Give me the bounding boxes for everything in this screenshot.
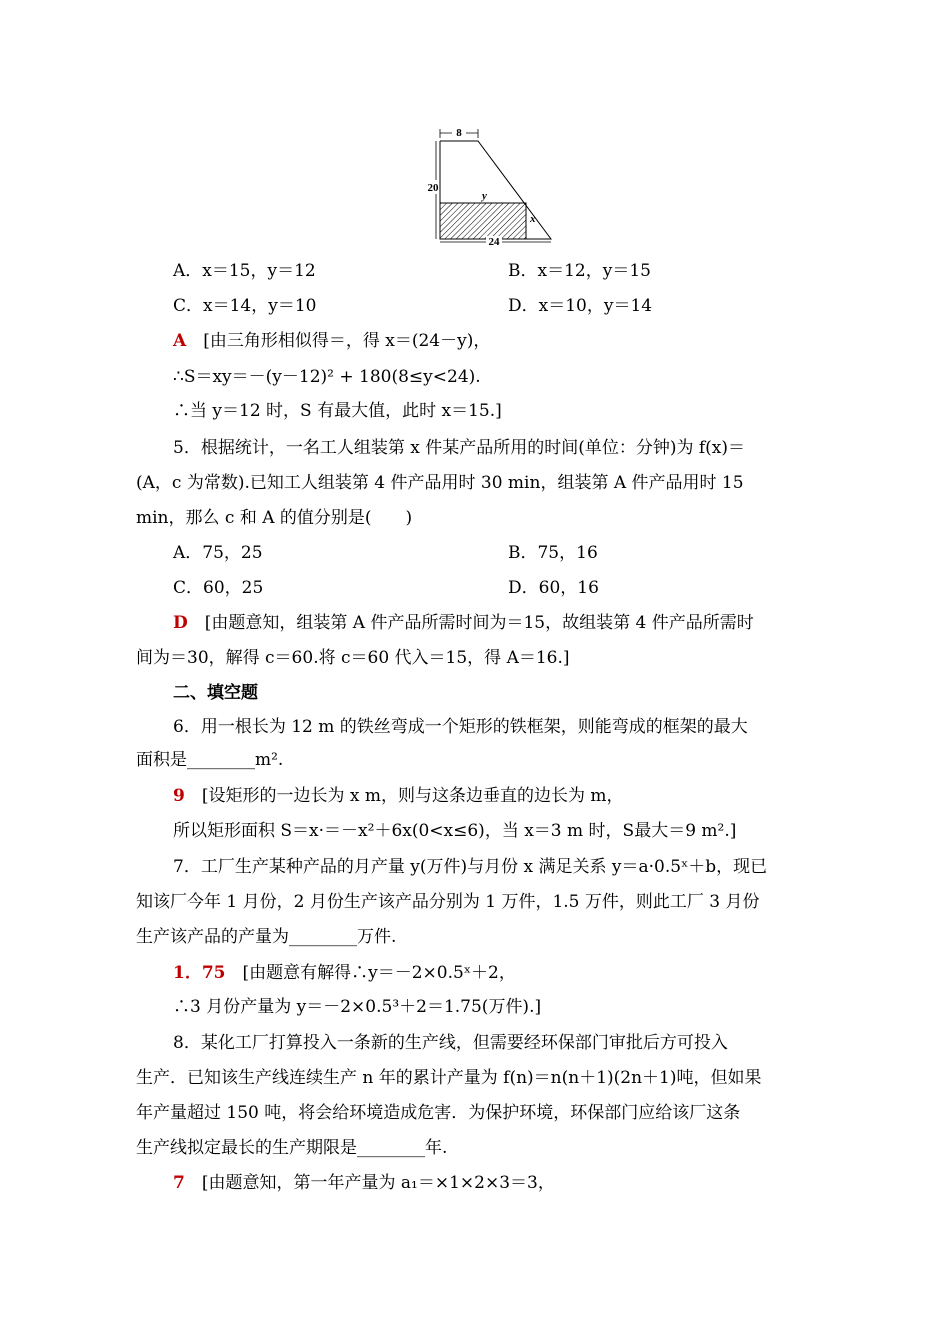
q8-stem-line-2: 生产．已知该生产线连续生产 n 年的累计产量为 f(n)＝n(n＋1)(2n＋1)吨，但如果 bbox=[136, 1068, 762, 1088]
trapezoid-figure bbox=[418, 124, 558, 248]
q8-stem-line-1: 8．某化工厂打算投入一条新的生产线，但需要经环保部门审批后方可投入 bbox=[173, 1033, 728, 1053]
q4-solution-line-1 bbox=[173, 330, 490, 352]
q5-solution-text-1: [由题意知，组装第 A 件产品所需时间为＝15，故组装第 4 件产品所需时 bbox=[204, 613, 754, 633]
q8-stem-line-3: 年产量超过 150 吨，将会给环境造成危害．为保护环境，环保部门应给该厂这条 bbox=[136, 1103, 741, 1123]
q7-solution-line-1 bbox=[173, 962, 516, 984]
figure-bottom-width: 24 bbox=[488, 236, 500, 248]
q8-solution-line-1 bbox=[173, 1172, 555, 1194]
q5-stem-line-3: min，那么 c 和 A 的值分别是( ) bbox=[136, 508, 413, 528]
q7-solution-line-2: ∴3 月份产量为 y＝－2×0.5³＋2＝1.75(万件).] bbox=[173, 997, 542, 1017]
figure-label-x: x bbox=[530, 213, 536, 225]
q5-stem-line-1: 5．根据统计，一名工人组装第 x 件某产品所用的时间(单位：分钟)为 f(x)＝ bbox=[173, 438, 746, 458]
section-heading-fill-in: 二、填空题 bbox=[173, 683, 258, 703]
q7-stem-line-3: 生产该产品的产量为________万件. bbox=[136, 927, 397, 947]
q7-solution-text-1: [由题意有解得∴y＝－2×0.5ˣ＋2， bbox=[242, 963, 516, 983]
q8-stem-line-4: 生产线拟定最长的生产期限是________年. bbox=[136, 1138, 448, 1158]
q7-stem-line-2: 知该厂今年 1 月份，2 月份生产该产品分别为 1 万件，1.5 万件，则此工厂 3 月份 bbox=[136, 892, 760, 912]
shaded-rectangle bbox=[440, 203, 526, 239]
q5-solution-line-1 bbox=[173, 612, 754, 634]
q5-option-c: C．60，25 bbox=[173, 578, 264, 598]
q7-answer: 1．75 bbox=[173, 963, 226, 983]
q5-option-a: A．75，25 bbox=[173, 543, 263, 563]
q6-stem-line-2: 面积是________m². bbox=[136, 750, 284, 770]
q5-option-d: D．60，16 bbox=[508, 578, 599, 598]
q4-solution-text-1: [由三角形相似得＝，得 x＝(24－y)， bbox=[203, 331, 491, 351]
figure-top-width: 8 bbox=[456, 127, 462, 139]
q6-solution-line-1 bbox=[173, 785, 624, 807]
q8-answer: 7 bbox=[173, 1173, 185, 1193]
q4-option-c: C．x＝14，y＝10 bbox=[173, 296, 317, 316]
q4-solution-line-2: ∴S＝xy＝－(y－12)² + 180(8≤y<24). bbox=[173, 367, 481, 387]
q6-stem-line-1: 6．用一根长为 12 m 的铁丝弯成一个矩形的铁框架，则能弯成的框架的最大 bbox=[173, 717, 748, 737]
q5-answer: D bbox=[173, 613, 188, 633]
q4-option-b: B．x＝12，y＝15 bbox=[508, 261, 651, 281]
figure-label-y: y bbox=[482, 190, 487, 202]
figure-height: 20 bbox=[427, 182, 439, 194]
q4-solution-line-3: ∴当 y＝12 时，S 有最大值，此时 x＝15.] bbox=[173, 401, 502, 421]
q7-stem-line-1: 7．工厂生产某种产品的月产量 y(万件)与月份 x 满足关系 y＝a·0.5ˣ＋b，现已 bbox=[173, 857, 768, 877]
q6-solution-text-1: [设矩形的一边长为 x m，则与这条边垂直的边长为 m， bbox=[201, 786, 624, 806]
q8-solution-text-1: [由题意知，第一年产量为 a₁＝×1×2×3＝3， bbox=[201, 1173, 555, 1193]
q5-stem-line-2: (A，c 为常数).已知工人组装第 4 件产品用时 30 min，组装第 A 件产品用时 15 bbox=[136, 473, 744, 493]
q5-solution-line-2: 间为＝30，解得 c＝60.将 c＝60 代入＝15，得 A＝16.] bbox=[136, 648, 570, 668]
q4-answer: A bbox=[173, 331, 187, 351]
q6-answer: 9 bbox=[173, 786, 185, 806]
q5-option-b: B．75，16 bbox=[508, 543, 598, 563]
q6-solution-line-2: 所以矩形面积 S＝x·＝－x²＋6x(0<x≤6)，当 x＝3 m 时，S最大＝9 m².] bbox=[173, 821, 737, 841]
q4-option-d: D．x＝10，y＝14 bbox=[508, 296, 653, 316]
q4-option-a: A．x＝15，y＝12 bbox=[173, 261, 316, 281]
